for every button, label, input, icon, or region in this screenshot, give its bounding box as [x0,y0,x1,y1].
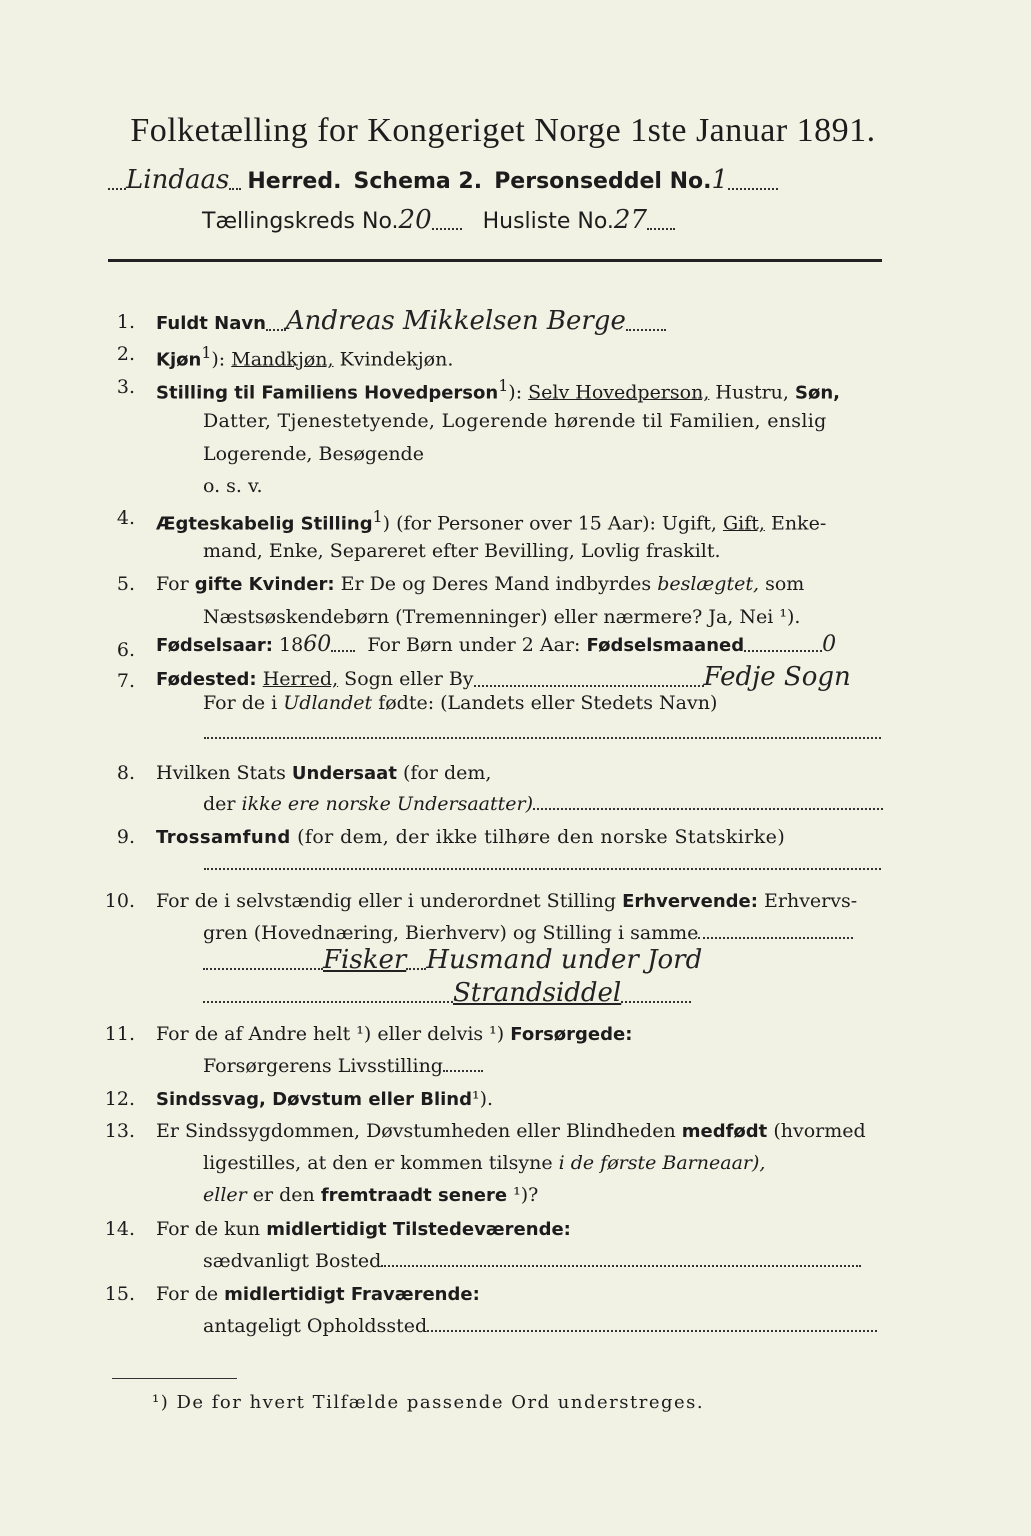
q7-line2a: For de i [203,692,278,714]
q11-number: 11. [104,1023,135,1045]
q3-line4: o. s. v. [203,475,263,497]
q4-footnote-mark: 1 [372,507,383,526]
q8-number: 8. [116,762,135,784]
herred-value: Lindaas [126,165,230,195]
q7-text: Sogn eller By [344,668,474,690]
q13-line2-italic: i de første Barneaar), [558,1152,766,1174]
q14-label: midlertidigt Tilstedeværende: [266,1219,571,1240]
q4-text2: Enke- [770,512,827,535]
q11-line2: Forsørgerens Livsstilling [203,1055,443,1077]
q7-blank-line [204,737,881,739]
q10-text2: Erhvervs- [764,890,858,912]
q7-row [156,662,851,692]
q9-number: 9. [116,826,135,848]
personseddel-value: 1 [711,165,729,195]
husliste-label: Husliste No. [482,209,614,234]
q6-number: 6. [116,639,135,661]
q10-answer2 [203,978,691,1008]
q3-option-self: Selv Hovedperson, [528,381,710,404]
footnote: ¹) De for hvert Tilfælde passende Ord understreges. [152,1392,705,1413]
q9-row [156,826,785,848]
q11-text1: For de af Andre helt ¹) eller delvis ¹) [156,1023,505,1045]
q13-line3 [203,1184,538,1206]
kreds-row [202,205,675,235]
q3-footnote-mark: 1 [498,376,509,395]
q5-line2: Næstsøskendebørn (Tremenninger) eller nærmere? Ja, Nei ¹). [203,606,801,628]
q5-italic: beslægtet, [657,573,760,595]
form-title: Folketælling for Kongeriget Norge 1ste Januar 1891. [130,112,876,149]
q2-option-female: Kvindekjøn. [339,348,454,371]
q6-value: 60 [303,632,332,657]
q3-option-son: Søn, [795,382,840,404]
q7-line2b: fødte: (Landets eller Stedets Navn) [378,692,718,714]
q5-text2: som [765,573,805,595]
q10-line2: gren (Hovednæring, Bierhverv) og Stilling i samme [203,922,699,944]
q2-number: 2. [116,343,135,365]
q13-text1: Er Sindssygdommen, Døvstumheden eller Blindheden [156,1120,676,1142]
q14-line2: sædvanligt Bosted [203,1250,382,1272]
footnote-rule [112,1378,237,1379]
q6-value2: 0 [822,632,837,657]
q9-text: (for dem, der ikke tilhøre den norske Statskirke) [297,826,786,848]
q10-number: 10. [104,890,135,912]
q15-line2: antageligt Opholdssted [203,1315,428,1337]
q4-label: Ægteskabelig Stilling [156,513,373,535]
header-rule [108,259,882,262]
q11-line2 [203,1055,483,1077]
q3-line2: Datter, Tjenestetyende, Logerende hørende til Familien, enslig [203,410,827,432]
q14-text1: For de kun [156,1218,261,1240]
q5-label1: For [156,573,189,595]
q4-number: 4. [116,507,135,529]
q13-line2a: ligestilles, at den er kommen tilsyne [203,1152,553,1174]
q13-text2: (hvormed [773,1120,866,1142]
q10-value3: Strandsiddel [453,978,622,1008]
q6-text: For Børn under 2 Aar: [367,634,581,656]
q4-option-married: Gift, [722,512,765,535]
q7-line2-italic: Udlandet [283,692,373,714]
q4-text1: (for Personer over 15 Aar): Ugift, [396,512,717,535]
q13-line3c: ¹)? [513,1184,539,1206]
q3-option-wife: Hustru, [715,381,789,404]
kreds-value: 20 [398,205,432,235]
q2-option-male: Mandkjøn, [231,348,334,371]
q13-row [156,1120,866,1142]
q12-tail: ¹). [471,1088,494,1110]
q1-number: 1. [116,311,135,333]
q10-text1: For de i selvstændig eller i underordnet Stilling [156,890,617,912]
q8-text1: Hvilken Stats [156,762,286,784]
q13-label: medfødt [681,1121,768,1142]
q10-line2 [203,922,853,944]
q13-number: 13. [104,1120,135,1142]
q7-option-herred: Herred, [262,668,339,690]
q15-number: 15. [104,1283,135,1305]
personseddel-label: Personseddel No. [494,169,712,194]
husliste-value: 27 [613,205,648,235]
q6-label: Fødselsaar: [156,635,273,656]
q2-row: Kjøn$^1$): Mandkjøn, Kvindekjøn. [156,343,454,371]
herred-row [108,165,778,195]
q9-label: Trossamfund [156,827,291,848]
q11-row [156,1023,632,1045]
herred-label: Herred. [247,169,342,194]
q5-text1: Er De og Deres Mand indbyrdes [340,573,652,595]
q6-prefix: 18 [279,634,304,656]
q4-line2: mand, Enke, Separeret efter Bevilling, Lovlig fraskilt. [203,540,721,562]
q10-value2: Husmand under Jord [426,945,703,975]
q1-label: Fuldt Navn [156,313,266,334]
q9-blank-line [204,868,881,870]
q7-label: Fødested: [156,669,257,690]
q14-number: 14. [104,1218,135,1240]
q12-label: Sindssvag, Døvstum eller Blind [156,1089,472,1110]
q14-line2 [203,1250,861,1272]
kreds-label: Tællingskreds No. [202,209,399,234]
q13-line2 [203,1152,765,1174]
q15-line2 [203,1315,877,1337]
q12-number: 12. [104,1088,135,1110]
q8-row [156,762,491,784]
q13-line3b: fremtraadt senere [320,1185,508,1206]
schema-label: Schema 2. [353,169,483,194]
q1-value: Andreas Mikkelsen Berge [285,306,626,336]
q3-number: 3. [116,376,135,398]
q6-row [156,632,836,657]
q8-label: Undersaat [291,763,397,784]
q8-line2-italic: ikke ere norske Undersaatter) [241,793,534,815]
q2-footnote-mark: 1 [201,343,212,362]
q5-row [156,573,804,595]
q8-text2: (for dem, [402,762,492,784]
q15-row [156,1283,480,1305]
q15-text1: For de [156,1283,219,1305]
q12-row [156,1088,493,1110]
q3-row: Stilling til Familiens Hovedperson$^1$): Selv Hovedperson, Hustru, Søn, [156,376,840,404]
q5-label2: gifte Kvinder: [194,574,335,595]
q5-number: 5. [116,573,135,595]
q13-line3-italic: eller [203,1184,247,1206]
q11-label: Forsørgede: [510,1024,633,1045]
q2-label: Kjøn [156,349,202,371]
q10-row [156,890,857,912]
q13-line3a: er den [252,1184,315,1206]
q15-label: midlertidigt Fraværende: [224,1284,480,1305]
q1-row [156,306,666,336]
q10-answer1 [203,945,702,975]
q10-label: Erhvervende: [622,891,758,912]
q14-row [156,1218,571,1240]
q3-label: Stilling til Familiens Hovedperson [156,382,499,404]
q6-label2: Fødselsmaaned [586,635,745,656]
q3-line3: Logerende, Besøgende [203,443,424,465]
q7-number: 7. [116,670,135,692]
q8-line2 [203,793,883,815]
q7-value: Fedje Sogn [703,662,851,692]
q8-line2a: der [203,793,236,815]
q10-value1: Fisker [323,945,407,975]
q7-line2 [203,692,717,714]
q4-row: Ægteskabelig Stilling$^1$) (for Personer over 15 Aar): Ugift, Gift, Enke- [156,507,827,535]
